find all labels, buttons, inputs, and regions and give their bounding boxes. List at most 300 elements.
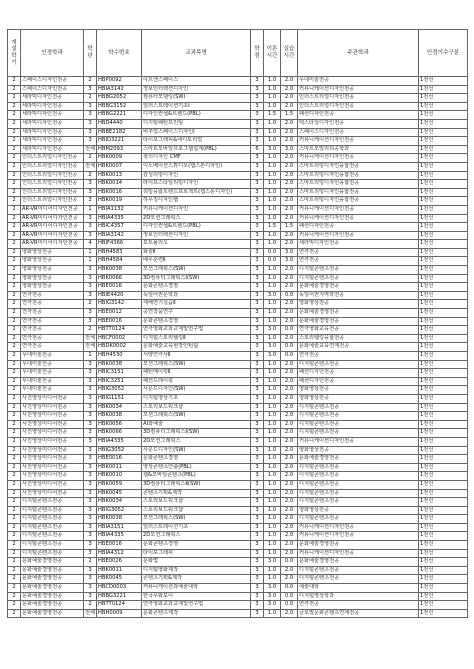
cell-credits: 3 — [251, 463, 264, 472]
cell-semester: 2 — [8, 575, 21, 584]
cell-credits: 3 — [251, 283, 264, 292]
cell-theory: 1.5 — [264, 111, 281, 120]
cell-practice: 0.0 — [281, 326, 298, 335]
cell-year: 3 — [84, 394, 97, 403]
cell-semester: 2 — [8, 480, 21, 489]
cell-theory: 3.0 — [264, 291, 281, 300]
cell-dept: 연극전공 — [21, 317, 84, 326]
cell-credits: 3 — [251, 429, 264, 438]
cell-name: 하우징디자인랩 — [142, 197, 251, 206]
cell-theory: 1.0 — [264, 171, 281, 180]
cell-code: HBIG1151 — [97, 394, 142, 403]
cell-semester: 2 — [8, 352, 21, 361]
cell-semester: 2 — [8, 558, 21, 567]
cell-credits: 3 — [251, 171, 264, 180]
cell-year: 3 — [84, 317, 97, 326]
cell-host: 영화영상전공 — [298, 394, 419, 403]
cell-practice: 2.0 — [281, 498, 298, 507]
cell-dept: 세라믹디자인전공 — [21, 145, 84, 154]
cell-dept: 사진영상미디어전공 — [21, 480, 84, 489]
cell-credits: 3 — [251, 137, 264, 146]
cell-code: HBK0034 — [97, 498, 142, 507]
cell-name: 문화법 — [142, 558, 251, 567]
cell-cert: 1전선 — [419, 601, 468, 610]
cell-name: 문화콘텐츠제작 — [142, 609, 251, 618]
cell-theory: 1.0 — [264, 154, 281, 163]
header-code: 학수번호 — [97, 30, 142, 77]
table-row — [8, 231, 468, 240]
cell-semester: 2 — [8, 154, 21, 163]
cell-host: 패션디자인전공 — [298, 369, 419, 378]
cell-theory: 1.0 — [264, 300, 281, 309]
cell-cert: 1전선 — [419, 188, 468, 197]
cell-theory: 1.0 — [264, 309, 281, 318]
cell-year: 3 — [84, 223, 97, 232]
cell-practice: 1.5 — [281, 223, 298, 232]
cell-code: HBIG3052 — [97, 506, 142, 515]
cell-name: 재해연기실습Ⅱ — [142, 300, 251, 309]
cell-year: 3 — [84, 309, 97, 318]
cell-host: 스마트리빙디자인융합전공 — [298, 162, 419, 171]
cell-practice: 2.0 — [281, 231, 298, 240]
cell-code: HBIA3142 — [97, 85, 142, 94]
cell-code: HBE0016 — [97, 455, 142, 464]
cell-cert: 1전선 — [419, 309, 468, 318]
cell-year: 3 — [84, 541, 97, 550]
cell-theory: 1.0 — [264, 377, 281, 386]
cell-host: 디지털콘텐츠전공 — [298, 498, 419, 507]
cell-host: 디지털영상학과 — [298, 592, 419, 601]
cell-cert: 1전선 — [419, 137, 468, 146]
table-row — [8, 429, 468, 438]
cell-name: 문화콘텐츠경영 — [142, 541, 251, 550]
cell-dept: 영화영상전공 — [21, 248, 84, 257]
cell-credits: 3 — [251, 197, 264, 206]
cell-host: 패션디자인전공 — [298, 223, 419, 232]
cell-cert: 1전선 — [419, 326, 468, 335]
cell-semester: 2 — [8, 403, 21, 412]
table-row — [8, 472, 468, 481]
cell-theory: 3.0 — [264, 326, 281, 335]
cell-credits: 3 — [251, 412, 264, 421]
cell-year: 전체 — [84, 162, 97, 171]
table-row — [8, 223, 468, 232]
cell-year: 3 — [84, 463, 97, 472]
cell-theory: 3.0 — [264, 343, 281, 352]
cell-code: HBH4583 — [97, 248, 142, 257]
cell-dept: 사진영상미디어전공 — [21, 463, 84, 472]
cell-semester: 2 — [8, 257, 21, 266]
cell-semester: 2 — [8, 162, 21, 171]
cell-cert: 1전선 — [419, 369, 468, 378]
cell-dept: 연극전공 — [21, 334, 84, 343]
cell-code: HBCD0003 — [97, 584, 142, 593]
cell-credits: 3 — [251, 377, 264, 386]
cell-dept: 사진영상미디어전공 — [21, 394, 84, 403]
cell-code: HBK0059 — [97, 480, 142, 489]
cell-theory: 1.0 — [264, 394, 281, 403]
cell-cert: 1전선 — [419, 489, 468, 498]
table-row — [8, 334, 468, 343]
cell-year: 3 — [84, 446, 97, 455]
cell-year: 3 — [84, 420, 97, 429]
cell-theory: 1.0 — [264, 429, 281, 438]
cell-year: 3 — [84, 102, 97, 111]
cell-practice: 0.0 — [281, 343, 298, 352]
cell-dept: 연극전공 — [21, 300, 84, 309]
cell-code: HBH0009 — [97, 609, 142, 618]
cell-year: 전체 — [84, 334, 97, 343]
cell-host: 디지털콘텐츠전공 — [298, 575, 419, 584]
cell-cert: 1전선 — [419, 231, 468, 240]
cell-semester: 2 — [8, 472, 21, 481]
cell-dept: 디지털콘텐츠전공 — [21, 523, 84, 532]
cell-name: 디지털패턴프린팅 — [142, 119, 251, 128]
cell-semester: 2 — [8, 111, 21, 120]
cell-semester: 2 — [8, 446, 21, 455]
cell-name: 감성리빙디자인 — [142, 171, 251, 180]
cell-theory: 1.0 — [264, 162, 281, 171]
table-row — [8, 420, 468, 429]
cell-practice: 2.0 — [281, 515, 298, 524]
cell-code: HBIG3052 — [97, 446, 142, 455]
cell-credits: 3 — [251, 455, 264, 464]
cell-dept: AR-VR미디어디자인전공 — [21, 231, 84, 240]
cell-theory: 1.0 — [264, 360, 281, 369]
cell-cert: 1전선 — [419, 300, 468, 309]
table-header-row — [8, 30, 468, 77]
cell-name: 정보인터랙션디자인 — [142, 231, 251, 240]
cell-semester: 2 — [8, 205, 21, 214]
cell-year: 3 — [84, 266, 97, 275]
cell-credits: 3 — [251, 489, 264, 498]
cell-theory: 1.0 — [264, 317, 281, 326]
cell-year: 2 — [84, 300, 97, 309]
cell-host: 디지털콘텐츠전공 — [298, 429, 419, 438]
cell-year: 3 — [84, 274, 97, 283]
cell-cert: 1전선 — [419, 549, 468, 558]
cell-credits: 3 — [251, 575, 264, 584]
cell-credits: 3 — [251, 601, 264, 610]
cell-semester: 2 — [8, 85, 21, 94]
cell-semester: 2 — [8, 515, 21, 524]
cell-theory: 1.0 — [264, 437, 281, 446]
cell-cert: 1전선 — [419, 94, 468, 103]
cell-dept: 문화예술경영전공 — [21, 584, 84, 593]
cell-year: 3 — [84, 489, 97, 498]
cell-dept: 연극전공 — [21, 343, 84, 352]
cell-dept: 문화예술경영전공 — [21, 601, 84, 610]
cell-year: 3 — [84, 119, 97, 128]
cell-practice: 2.0 — [281, 437, 298, 446]
table-row — [8, 584, 468, 593]
cell-code: HBK0010 — [97, 472, 142, 481]
cell-credits: 3 — [251, 420, 264, 429]
cell-name: 사운드디자인(SW) — [142, 386, 251, 395]
cell-theory: 1.0 — [264, 420, 281, 429]
cell-theory: 0.0 — [264, 257, 281, 266]
cell-credits: 3 — [251, 498, 264, 507]
cell-year: 3 — [84, 85, 97, 94]
cell-theory: 1.0 — [264, 609, 281, 618]
cell-year: 2 — [84, 601, 97, 610]
cell-practice: 2.0 — [281, 119, 298, 128]
cell-practice: 2.0 — [281, 523, 298, 532]
cell-semester: 2 — [8, 94, 21, 103]
cell-code: HBIA4335 — [97, 437, 142, 446]
cell-cert: 1전선 — [419, 162, 468, 171]
cell-cert: 1전선 — [419, 283, 468, 292]
cell-code: HBK0011 — [97, 566, 142, 575]
cell-practice: 0.0 — [281, 352, 298, 361]
cell-name: 일러스트레이션기초Ⅰ — [142, 102, 251, 111]
table-row — [8, 369, 468, 378]
cell-code: HBBG2221 — [97, 111, 142, 120]
cell-code: HBIA4335 — [97, 214, 142, 223]
cell-credits: 3 — [251, 394, 264, 403]
cell-semester: 2 — [8, 592, 21, 601]
cell-code: HBK0045 — [97, 575, 142, 584]
cell-dept: 연극전공 — [21, 326, 84, 335]
cell-code: HBE0016 — [97, 541, 142, 550]
cell-code: HBK0014 — [97, 180, 142, 189]
cell-code: HBIA1132 — [97, 205, 142, 214]
table-body — [8, 77, 468, 618]
cell-semester: 2 — [8, 214, 21, 223]
cell-dept: 세라믹디자인전공 — [21, 94, 84, 103]
cell-year: 3 — [84, 231, 97, 240]
cell-host: 디지털콘텐츠전공 — [298, 489, 419, 498]
cell-dept: 스페이스디자인전공 — [21, 85, 84, 94]
cell-code: HBK0038 — [97, 360, 142, 369]
cell-theory: 1.0 — [264, 463, 281, 472]
cell-semester: 2 — [8, 283, 21, 292]
cell-year: 2 — [84, 558, 97, 567]
cell-code: HBE0012 — [97, 309, 142, 318]
cell-semester: 2 — [8, 248, 21, 257]
cell-theory: 3.0 — [264, 145, 281, 154]
cell-dept: 영화영상전공 — [21, 283, 84, 292]
cell-dept: 인더스트리얼디자인전공 — [21, 162, 84, 171]
table-row — [8, 575, 468, 584]
cell-cert: 1전선 — [419, 498, 468, 507]
header-credits: 학점 — [251, 30, 264, 77]
cell-host: 디지털콘텐츠전공 — [298, 420, 419, 429]
cell-code: HBK0007 — [97, 162, 142, 171]
header-practice: 실습시간 — [281, 30, 298, 77]
cell-theory: 1.0 — [264, 566, 281, 575]
cell-credits: 3 — [251, 231, 264, 240]
cell-name: 버추얼스페이스디자인Ⅰ — [142, 128, 251, 137]
cell-code: HBIC4357 — [97, 223, 142, 232]
cell-host: 스페이스디자인전공 — [298, 128, 419, 137]
cell-name: 연극영화교과교재및연구법 — [142, 326, 251, 335]
cell-credits: 3 — [251, 257, 264, 266]
cell-practice: 2.0 — [281, 137, 298, 146]
cell-semester: 2 — [8, 188, 21, 197]
cell-code: HBK0019 — [97, 197, 142, 206]
cell-host: 커뮤니케이션디자인전공 — [298, 214, 419, 223]
cell-code: HBH4530 — [97, 352, 142, 361]
cell-semester: 2 — [8, 412, 21, 421]
cell-semester: 2 — [8, 609, 21, 618]
cell-name: 디지털영화제작 — [142, 566, 251, 575]
cell-host: 스마트리빙디자인융합전공 — [298, 197, 419, 206]
cell-code: HBK0045 — [97, 489, 142, 498]
table-row — [8, 102, 468, 111]
cell-code: HBIA4335 — [97, 532, 142, 541]
cell-year: 3 — [84, 386, 97, 395]
cell-dept: 사진영상미디어전공 — [21, 420, 84, 429]
cell-name: 서양연극사Ⅱ — [142, 352, 251, 361]
cell-name: 모션그래픽스(SW) — [142, 515, 251, 524]
cell-dept: 디지털콘텐츠전공 — [21, 549, 84, 558]
table-row — [8, 162, 468, 171]
cell-practice: 3.0 — [281, 257, 298, 266]
cell-name: 커뮤니케이션디자인 — [142, 205, 251, 214]
cell-host: 디지털콘텐츠전공 — [298, 463, 419, 472]
table-row — [8, 94, 468, 103]
cell-dept: 세라믹디자인전공 — [21, 119, 84, 128]
cell-credits: 3 — [251, 266, 264, 275]
cell-code: HBID3221 — [97, 137, 142, 146]
cell-semester: 2 — [8, 266, 21, 275]
cell-dept: 세라믹디자인전공 — [21, 102, 84, 111]
cell-cert: 1전선 — [419, 102, 468, 111]
cell-host: 문화예술경영전공 — [298, 558, 419, 567]
table-row — [8, 609, 468, 618]
cell-year: 2 — [84, 94, 97, 103]
header-theory: 이론시간 — [264, 30, 281, 77]
cell-cert: 1전선 — [419, 85, 468, 94]
cell-dept: 사진영상미디어전공 — [21, 412, 84, 421]
cell-host: 커뮤니케이션디자인전공 — [298, 523, 419, 532]
cell-dept: 무대미술전공 — [21, 386, 84, 395]
cell-practice: 2.0 — [281, 566, 298, 575]
cell-practice: 2.0 — [281, 94, 298, 103]
cell-semester: 2 — [8, 145, 21, 154]
cell-dept: 무대미술전공 — [21, 360, 84, 369]
cell-semester: 2 — [8, 566, 21, 575]
cell-year: 3 — [84, 523, 97, 532]
cell-code: HBK0056 — [97, 420, 142, 429]
cell-credits: 3 — [251, 592, 264, 601]
table-row — [8, 558, 468, 567]
cell-dept: 사진영상미디어전공 — [21, 429, 84, 438]
cell-credits: 3 — [251, 291, 264, 300]
cell-practice: 2.0 — [281, 532, 298, 541]
cell-dept: 세라믹디자인전공 — [21, 128, 84, 137]
cell-cert: 1전선 — [419, 515, 468, 524]
cell-host: 패션디자인전공 — [298, 111, 419, 120]
table-row — [8, 274, 468, 283]
table-row — [8, 394, 468, 403]
cell-host: 문화예술경영전공 — [298, 309, 419, 318]
cell-practice: 2.0 — [281, 309, 298, 318]
table-row — [8, 498, 468, 507]
cell-semester: 2 — [8, 455, 21, 464]
cell-name: 3D컴퓨터그래픽스Ⅰ(SW) — [142, 429, 251, 438]
cell-year: 3 — [84, 412, 97, 421]
cell-name: 디지털스토리텔링Ⅱ — [142, 334, 251, 343]
table-row — [8, 77, 468, 86]
table-row — [8, 489, 468, 498]
cell-semester: 2 — [8, 180, 21, 189]
cell-name: 콘텐츠기획&제작 — [142, 575, 251, 584]
cell-cert: 1전선 — [419, 257, 468, 266]
cell-name: 문화예술교육현장인턴쉽 — [142, 343, 251, 352]
cell-code: HBIF4366 — [97, 240, 142, 249]
cell-name: 패턴메이킹Ⅱ — [142, 369, 251, 378]
cell-dept: 디지털콘텐츠전공 — [21, 532, 84, 541]
cell-semester: 2 — [8, 549, 21, 558]
header-semester: 개설학기 — [8, 30, 21, 77]
cell-host: 커뮤니케이션디자인전공 — [298, 549, 419, 558]
cell-practice: 2.0 — [281, 102, 298, 111]
cell-credits: 3 — [251, 154, 264, 163]
cell-code: HBK0038 — [97, 515, 142, 524]
cell-practice: 2.0 — [281, 472, 298, 481]
cell-host: 커뮤니케이션디자인전공 — [298, 205, 419, 214]
cell-credits: 3 — [251, 584, 264, 593]
cell-dept: 세라믹디자인전공 — [21, 137, 84, 146]
cell-practice: 2.0 — [281, 369, 298, 378]
cell-name: 공연작품연구 — [142, 309, 251, 318]
cell-dept: 사진영상미디어전공 — [21, 489, 84, 498]
cell-name: 모션그래픽스(SW) — [142, 266, 251, 275]
cell-credits: 3 — [251, 386, 264, 395]
cell-name: 3D컴퓨터그래픽스Ⅱ(SW) — [142, 480, 251, 489]
cell-name: 스마트모바일프로그램설계(PBL) — [142, 145, 251, 154]
cell-theory: 1.0 — [264, 446, 281, 455]
cell-code: HBK0066 — [97, 274, 142, 283]
cell-practice: 2.0 — [281, 171, 298, 180]
cell-theory: 1.0 — [264, 240, 281, 249]
cell-name: 패션드레이핑 — [142, 377, 251, 386]
cell-name: 리빙융합트렌드프로젝트(캡스톤디자인) — [142, 188, 251, 197]
cell-dept: 인더스트리얼디자인전공 — [21, 197, 84, 206]
cell-cert: 1전선 — [419, 472, 468, 481]
cell-name: 정보인터랙션디자인 — [142, 85, 251, 94]
table-row — [8, 352, 468, 361]
cell-credits: 3 — [251, 403, 264, 412]
cell-name: AI와예술 — [142, 420, 251, 429]
cell-code: HBBG3152 — [97, 102, 142, 111]
table-row — [8, 145, 468, 154]
cell-host: 스마트모빌리티공학과 — [298, 145, 419, 154]
table-row — [8, 532, 468, 541]
cell-year: 3 — [84, 532, 97, 541]
cell-dept: 사진영상미디어전공 — [21, 455, 84, 464]
table-row — [8, 566, 468, 575]
header-name: 교과목명 — [142, 30, 251, 77]
cell-cert: 1전선 — [419, 197, 468, 206]
cell-theory: 0.0 — [264, 248, 281, 257]
cell-practice: 2.0 — [281, 180, 298, 189]
table-row — [8, 592, 468, 601]
cell-cert: 1전선 — [419, 154, 468, 163]
cell-practice: 2.0 — [281, 240, 298, 249]
table-row — [8, 197, 468, 206]
table-row — [8, 180, 468, 189]
cell-dept: 디지털콘텐츠전공 — [21, 498, 84, 507]
cell-practice: 2.0 — [281, 377, 298, 386]
cell-year: 3 — [84, 592, 97, 601]
cell-code: HBK0016 — [97, 188, 142, 197]
cell-cert: 1전선 — [419, 412, 468, 421]
cell-theory: 1.0 — [264, 506, 281, 515]
cell-cert: 1전선 — [419, 558, 468, 567]
